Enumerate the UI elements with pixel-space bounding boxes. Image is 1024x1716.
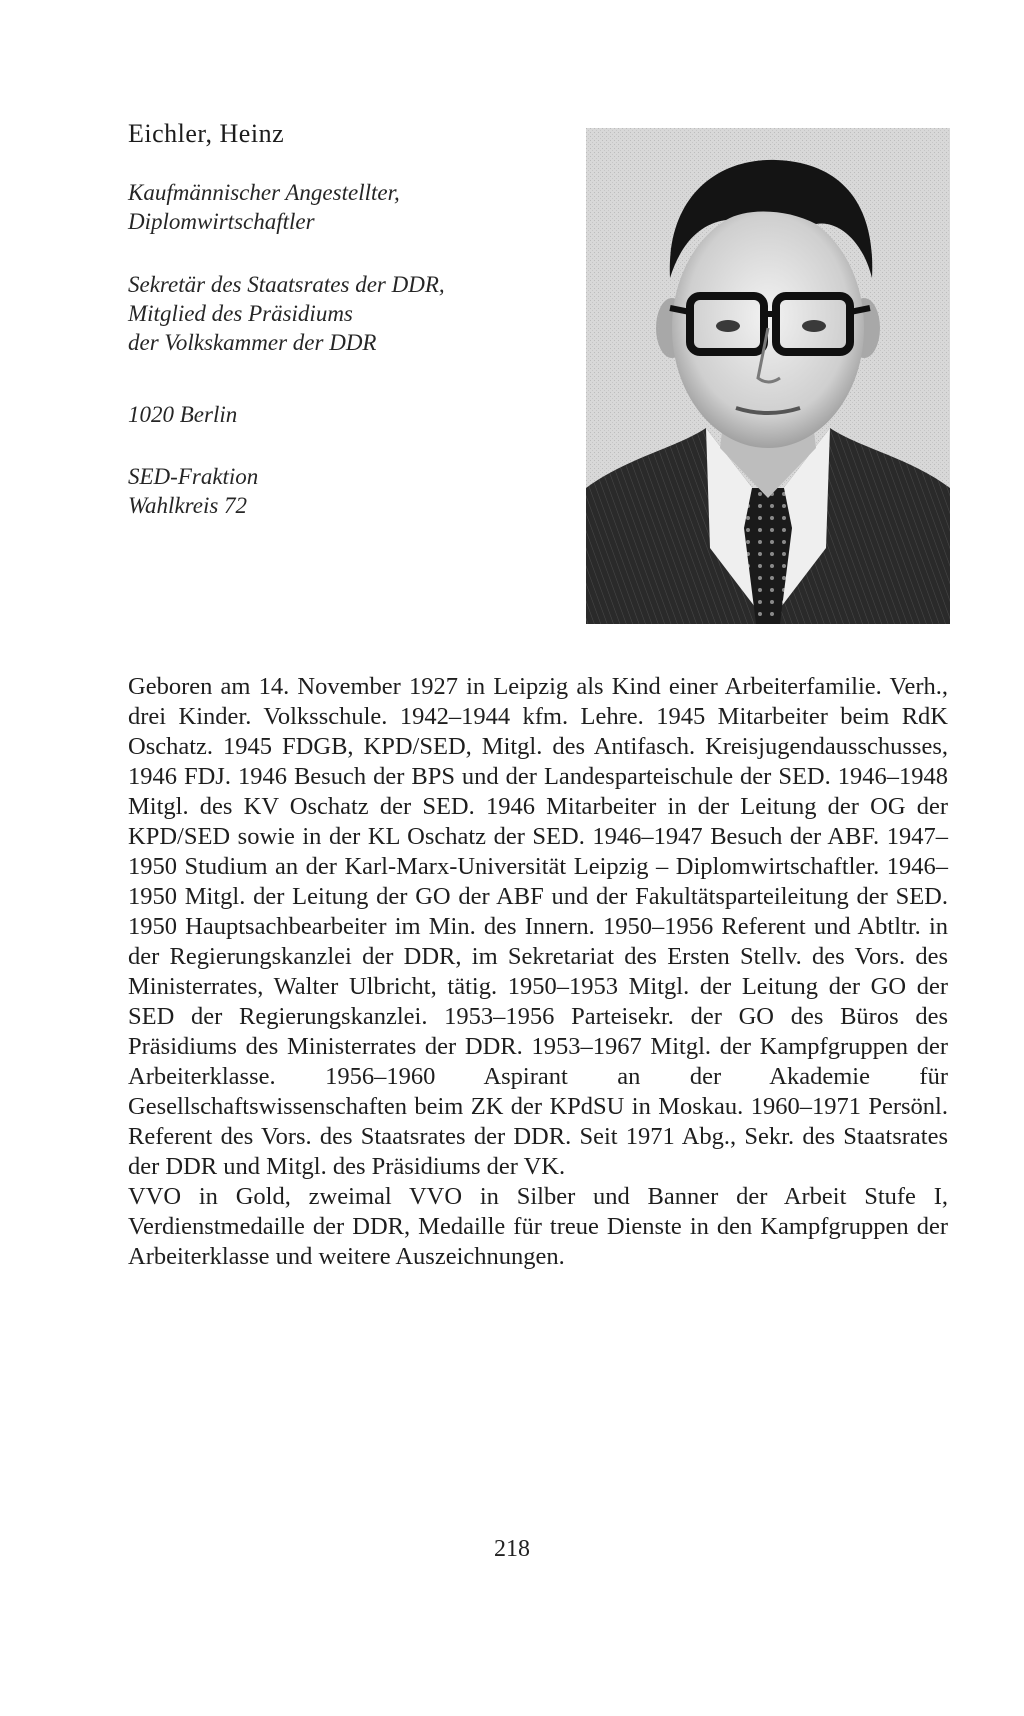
address (128, 400, 237, 429)
faction (128, 462, 258, 520)
faction-line: SED-Fraktion (128, 464, 259, 489)
occupation (128, 178, 400, 236)
portrait-photo (586, 128, 950, 624)
address-line: 1020 Berlin (128, 402, 238, 427)
entry-header (128, 118, 568, 518)
occupation-line: Diplomwirtschaftler (128, 209, 315, 234)
biography-text (128, 672, 948, 1272)
position-line: der Volkskammer der DDR (128, 330, 377, 355)
biography-paragraph: Geboren am 14. November 1927 in Leipzig als Kind einer Arbeiterfamilie. Verh., drei Kinder. Volksschule. 1942–1944 kfm. Lehre. 1945 Mitarbeiter beim RdK Oschatz. 1945 FDGB, KPD/SED, Mitgl. des Antifasch. Kreisjugendausschusses, 1946 FDJ. 1946 Besuch der BPS und der Landesparteischule der SED. 1946–1948 Mitgl. des KV Oschatz der SED. 1946 Mitarbeiter in der Leitung der OG der KPD/SED sowie in der KL Oschatz der SED. 1946–1947 Besuch der ABF. 1947–1950 Studium an der Karl-Marx-Universität Leipzig – Diplomwirtschaftler. 1946–1950 Mitgl. der Leitung der GO der ABF und der Fakultätsparteileitung der SED. 1950 Hauptsachbearbeiter im Min. des Innern. 1950–1956 Referent und Abtltr. in der Regierungskanzlei der DDR, im Sekretariat des Ersten Stellv. des Vors. des Ministerrates, Walter Ulbricht, tätig. 1950–1953 Mitgl. der Leitung der GO der SED der Regierungskanzlei. 1953–1956 Parteisekr. der GO des Büros des Präsidiums des Ministerrates der DDR. 1953–1967 Mitgl. der Kampfgruppen der Arbeiterklasse. 1956–1960 Aspirant an der Akademie für Gesellschaftswissenschaften beim ZK der KPdSU in Moskau. 1960–1971 Persönl. Referent des Vors. des Staatsrates der DDR. Seit 1971 Abg., Sekr. des Staatsrates der DDR und Mitgl. des Präsidiums der VK. (128, 673, 948, 1180)
positions (128, 270, 445, 357)
position-line: Sekretär des Staatsrates der DDR, (128, 272, 445, 297)
awards-paragraph: VVO in Gold, zweimal VVO in Silber und Banner der Arbeit Stufe I, Verdienstmedaille der DDR, Medaille für treue Dienste in den Kampfgruppen der Arbeiterklasse und weitere Auszeichnungen. (128, 1183, 948, 1270)
portrait-image (586, 128, 950, 624)
occupation-line: Kaufmännischer Angestellter, (128, 180, 400, 205)
constituency-line: Wahlkreis 72 (128, 493, 248, 518)
position-line: Mitglied des Präsidiums (128, 301, 353, 326)
page-number: 218 (494, 1536, 530, 1562)
person-name: Eichler, Heinz (128, 119, 285, 148)
